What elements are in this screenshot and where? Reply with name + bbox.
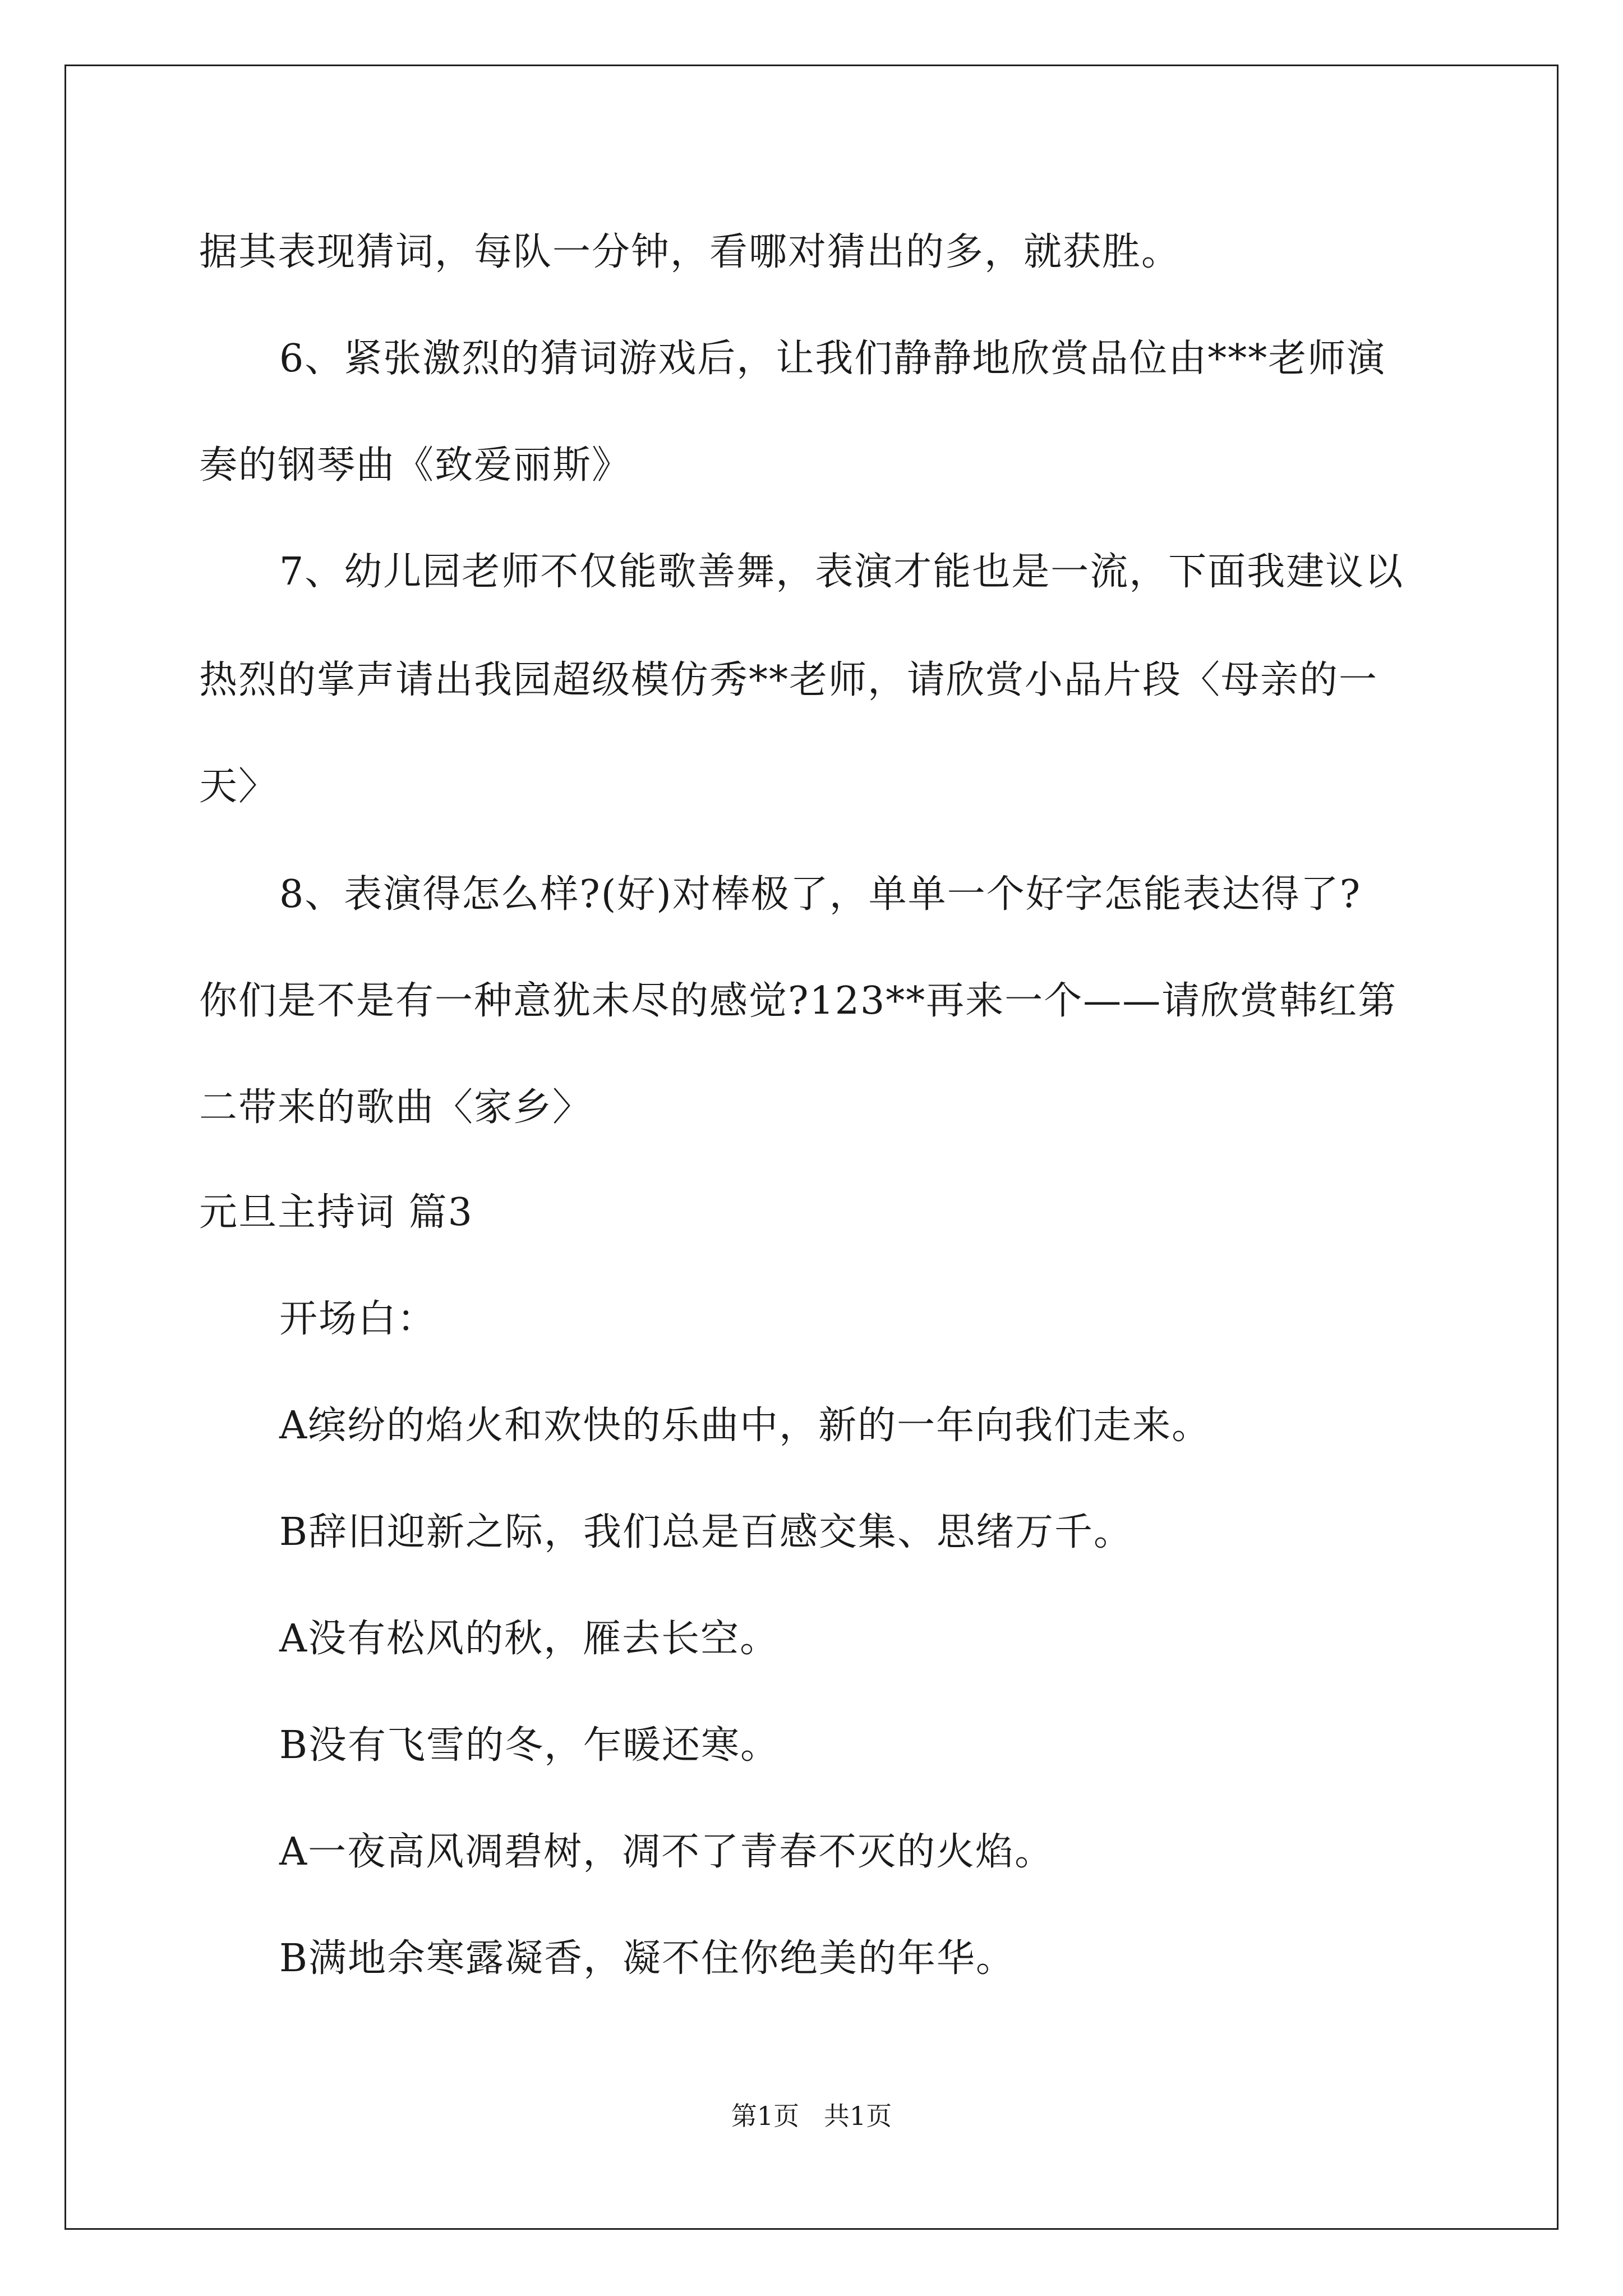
text-line: 奏的钢琴曲《致爱丽斯》 bbox=[199, 443, 631, 487]
text-line: A一夜高风凋碧树，凋不了青春不灭的火焰。 bbox=[279, 1830, 1054, 1874]
text-line: A缤纷的焰火和欢快的乐曲中，新的一年向我们走来。 bbox=[279, 1404, 1211, 1448]
text-line: B满地余寒露凝香，凝不住你绝美的年华。 bbox=[279, 1936, 1015, 1981]
text-line: 二带来的歌曲〈家乡〉 bbox=[199, 1085, 592, 1130]
page-footer: 第1页 共1页 bbox=[731, 2101, 892, 2131]
text-line: 8、表演得怎么样?(好)对棒极了，单单一个好字怎能表达得了? bbox=[279, 872, 1362, 917]
section-heading: 元旦主持词 篇3 bbox=[199, 1190, 473, 1235]
text-line: 热烈的掌声请出我园超级模仿秀**老师，请欣赏小品片段〈母亲的一 bbox=[199, 658, 1378, 702]
text-line: 6、紧张激烈的猜词游戏后，让我们静静地欣赏品位由***老师演 bbox=[279, 337, 1386, 381]
text-line: 天〉 bbox=[199, 765, 278, 809]
text-line: 你们是不是有一种意犹未尽的感觉?123**再来一个——请欣赏韩红第 bbox=[199, 979, 1398, 1023]
text-line: 7、幼儿园老师不仅能歌善舞，表演才能也是一流，下面我建议以 bbox=[279, 550, 1404, 594]
text-line: B没有飞雪的冬，乍暖还寒。 bbox=[279, 1723, 780, 1768]
text-line: A没有松风的秋，雁去长空。 bbox=[279, 1617, 780, 1661]
text-line: 据其表现猜词，每队一分钟，看哪对猜出的多，就获胜。 bbox=[199, 230, 1181, 274]
text-line: B辞旧迎新之际，我们总是百感交集、思绪万千。 bbox=[279, 1510, 1133, 1554]
page-border bbox=[64, 65, 1559, 2230]
text-line: 开场白： bbox=[279, 1297, 437, 1341]
